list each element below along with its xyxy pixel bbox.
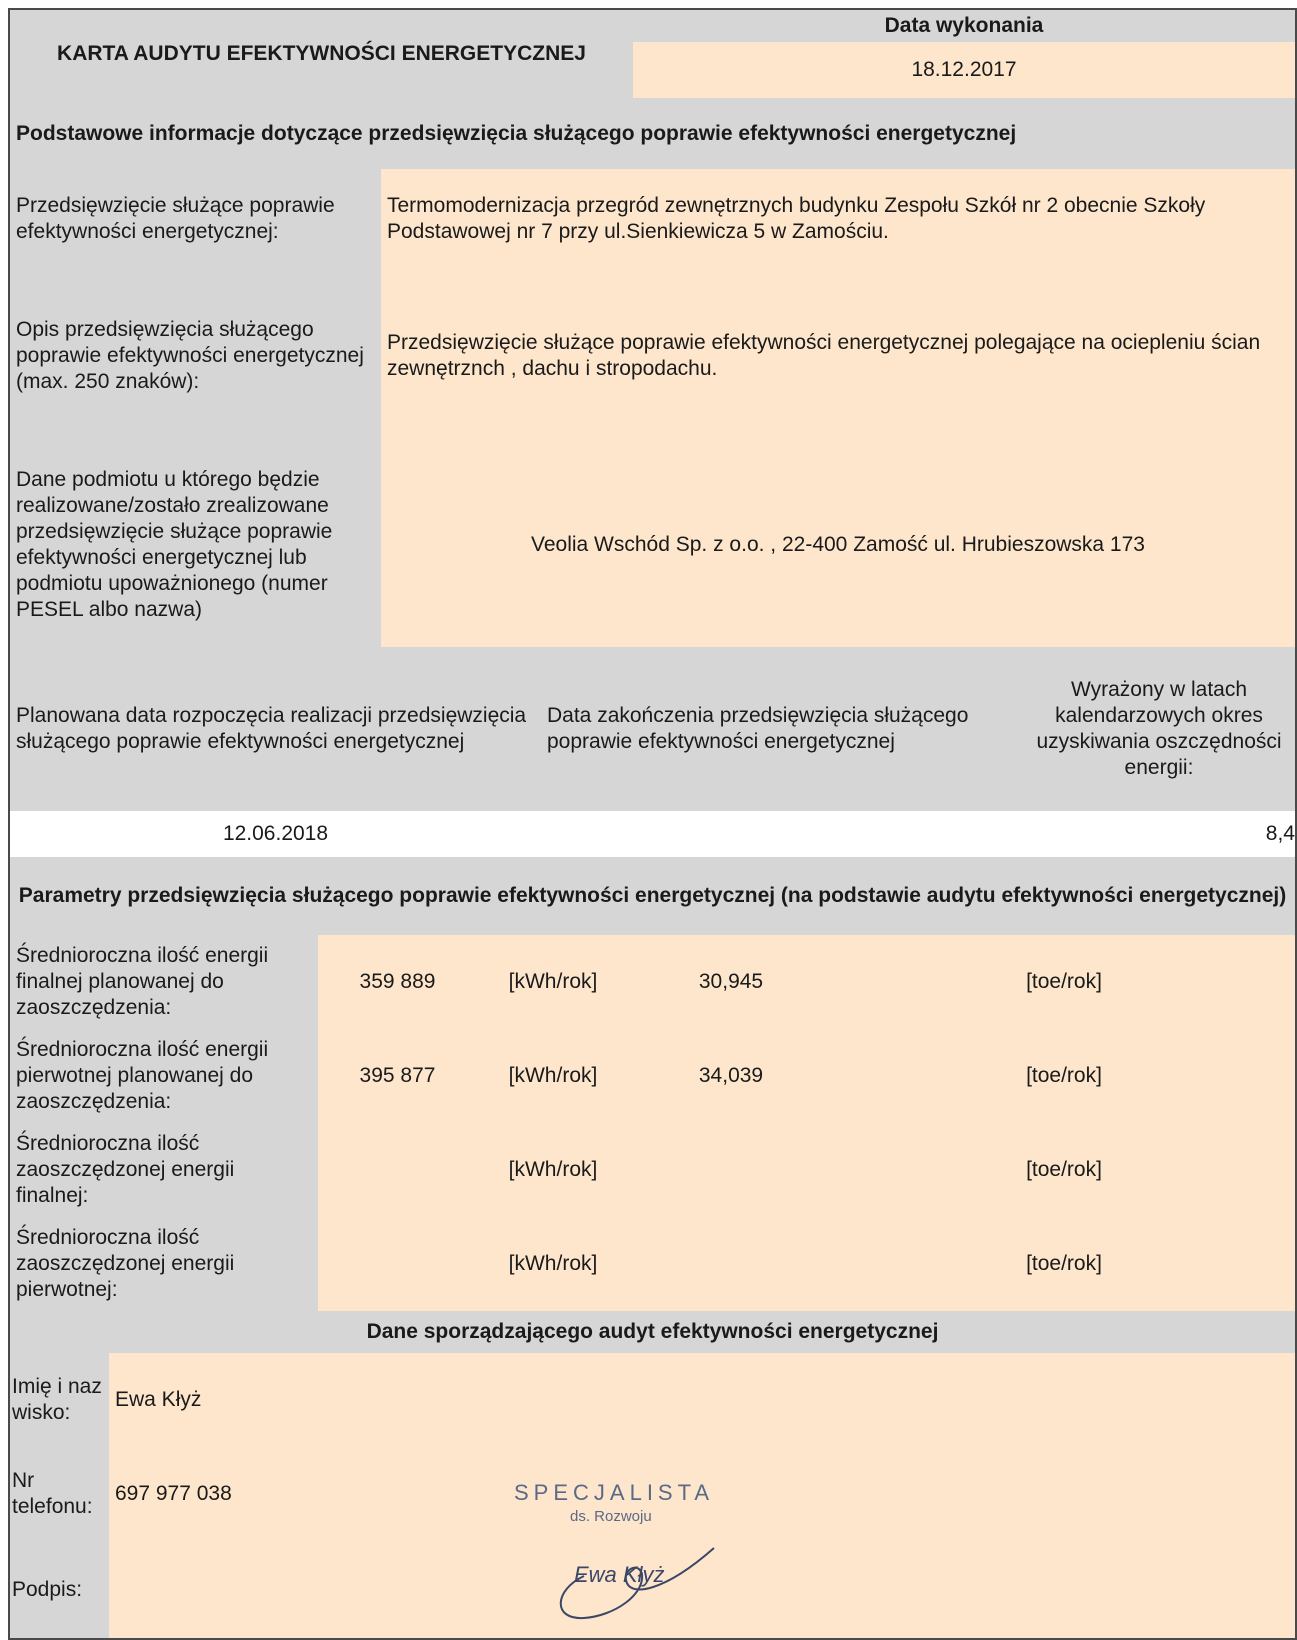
auditor-name-value: Ewa Kłyż xyxy=(109,1353,1297,1449)
project-label: Przedsięwzięcie służące poprawie efektywności energetycznej: xyxy=(8,169,383,271)
param-row-kwh: 359 889 xyxy=(318,935,479,1031)
param-row-toe-unit: [toe/rok] xyxy=(833,1123,1297,1219)
param-row-label: Średnioroczna ilość zaoszczędzonej energii finalnej: xyxy=(8,1123,320,1219)
param-row-kwh-unit: [kWh/rok] xyxy=(477,1123,631,1219)
period-label: Wyrażony w latach kalendarzowych okres uzyskiwania oszczędności energii: xyxy=(1023,647,1297,813)
basic-section-heading: Podstawowe informacje dotyczące przedsięwzięcia służącego poprawie efektywności energetycznej xyxy=(8,98,1297,171)
stamp-signature-name: Ewa Kłyż xyxy=(574,1562,665,1587)
specialist-stamp xyxy=(514,1480,774,1630)
end-date-label: Data zakończenia przedsięwzięcia służącego poprawie efektywności energetycznej xyxy=(541,647,1025,813)
auditor-name-label: Imię i nazwisko: xyxy=(8,1353,111,1449)
param-row-toe: 30,945 xyxy=(629,935,835,1031)
end-date-value xyxy=(541,811,1025,859)
param-row-toe xyxy=(629,1123,835,1219)
param-row-toe: 34,039 xyxy=(629,1029,835,1125)
entity-value: Veolia Wschód Sp. z o.o. , 22-400 Zamość ul. Hrubieszowska 173 xyxy=(381,443,1297,649)
param-row-kwh xyxy=(318,1217,479,1313)
param-row-toe-unit: [toe/rok] xyxy=(833,1217,1297,1313)
period-value: 8,4 xyxy=(1023,811,1297,859)
param-row-kwh xyxy=(318,1123,479,1219)
param-row-label: Średnioroczna ilość energii pierwotnej planowanej do zaoszczędzenia: xyxy=(8,1029,320,1125)
param-row-kwh-unit: [kWh/rok] xyxy=(477,1029,631,1125)
start-date-value: 12.06.2018 xyxy=(8,811,543,859)
param-row-kwh-unit: [kWh/rok] xyxy=(477,935,631,1031)
date-label: Data wykonania xyxy=(633,8,1297,44)
stamp-line1: SPECJALISTA xyxy=(514,1480,715,1505)
card-title: KARTA AUDYTU EFEKTYWNOŚCI ENERGETYCZNEJ xyxy=(8,8,635,100)
param-row-label: Średnioroczna ilość zaoszczędzonej energii pierwotnej: xyxy=(8,1217,320,1313)
auditor-phone-label: Nr telefonu: xyxy=(8,1447,111,1543)
auditor-section-heading: Dane sporządzającego audyt efektywności energetycznej xyxy=(8,1311,1297,1355)
param-row-toe xyxy=(629,1217,835,1313)
params-section-heading: Parametry przedsięwzięcia służącego poprawie efektywności energetycznej (na podstawie audytu efektywności energetycznej) xyxy=(8,857,1297,937)
signature-label: Podpis: xyxy=(8,1541,111,1640)
description-label: Opis przedsięwzięcia służącego poprawie efektywności energetycznej (max. 250 znaków): xyxy=(8,269,383,445)
description-value: Przedsięwzięcie służące poprawie efektywności energetycznej polegające na ociepleniu ścian zewnętrznch , dachu i stropodachu. xyxy=(381,269,1297,445)
param-row-label: Średnioroczna ilość energii finalnej planowanej do zaoszczędzenia: xyxy=(8,935,320,1031)
date-value: 18.12.2017 xyxy=(633,42,1297,100)
param-row-toe-unit: [toe/rok] xyxy=(833,1029,1297,1125)
project-value: Termomodernizacja przegród zewnętrznych budynku Zespołu Szkół nr 2 obecnie Szkoły Podstawowej nr 7 przy ul.Sienkiewicza 5 w Zamościu. xyxy=(381,169,1297,271)
param-row-kwh: 395 877 xyxy=(318,1029,479,1125)
param-row-kwh-unit: [kWh/rok] xyxy=(477,1217,631,1313)
entity-label: Dane podmiotu u którego będzie realizowane/zostało zrealizowane przedsięwzięcie służące poprawie efektywności energetycznej lub podmiotu upoważnionego (numer PESEL albo nazwa) xyxy=(8,443,383,649)
stamp-line2: ds. Rozwoju xyxy=(570,1508,652,1525)
param-row-toe-unit: [toe/rok] xyxy=(833,935,1297,1031)
auditor-phone-value: 697 977 038 xyxy=(109,1447,1297,1543)
start-date-label: Planowana data rozpoczęcia realizacji przedsięwzięcia służącego poprawie efektywności energetycznej xyxy=(8,647,543,813)
